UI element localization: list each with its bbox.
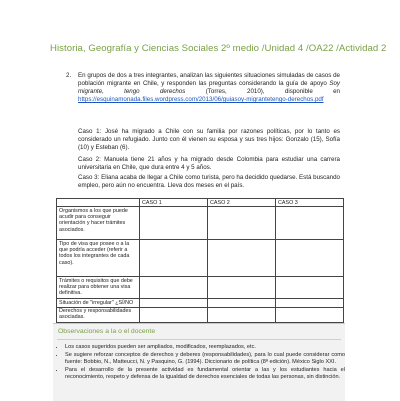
- row-label: Trámites o requisitos que debe realizar para obtener una visa definitiva.: [57, 277, 140, 299]
- table-header-cell: [57, 199, 140, 207]
- answer-cell[interactable]: [276, 307, 344, 322]
- teacher-notes-list: [57, 344, 345, 382]
- table-header-cell: CASO 2: [208, 199, 276, 207]
- answer-cell[interactable]: [140, 299, 208, 307]
- case-2-label: Caso 2:: [78, 156, 101, 163]
- answer-cell[interactable]: [140, 207, 208, 240]
- question-text: [78, 72, 340, 104]
- table-header-cell: CASO 1: [140, 199, 208, 207]
- table-row: [57, 240, 344, 277]
- answer-cell[interactable]: [140, 277, 208, 299]
- guide-link[interactable]: https://esquinamonada.files.wordpress.com/2013/06/guiasoy-migrantetengo-derechos.pdf: [78, 96, 324, 104]
- case-1-label: Caso 1:: [78, 128, 102, 135]
- question-number: 2.: [66, 72, 72, 79]
- list-item: • Se sugiere reforzar conceptos de derechos y deberes (responsabilidades), para lo cual puede considerar como fuente: Bobbio, N., Matteucci, N. y Pasquino, G. (1994). Diccionario de política (8ª edición). México Siglo XXI.: [65, 352, 345, 366]
- row-label: Derechos y responsabilidades asociadas.: [57, 307, 140, 322]
- answer-cell[interactable]: [140, 240, 208, 277]
- table-header-row: [57, 199, 344, 207]
- question-intro-end: (Torres, 2010), disponible en: [185, 88, 341, 96]
- table-row: [57, 277, 344, 299]
- page-title: Historia, Geografía y Ciencias Sociales 2º medio /Unidad 4 /OA22 /Actividad 2: [50, 43, 387, 54]
- teacher-notes-title: Observaciones a la o el docente: [58, 328, 156, 335]
- answer-cell[interactable]: [208, 299, 276, 307]
- row-label: Tipo de visa que posee o a la que podría acceder (referir a todos los integrantes de cada caso).: [57, 240, 140, 277]
- case-1: [78, 128, 340, 152]
- list-item: • Para el desarrollo de la presente actividad es fundamental orientar a las y los estudiantes hacia el reconocimiento, respeto y defensa de la igualdad de derechos esenciales de todas las personas, sin distinción.: [65, 367, 345, 381]
- cases-table: [56, 198, 344, 323]
- case-3-label: Caso 3:: [78, 174, 100, 181]
- answer-cell[interactable]: [276, 207, 344, 240]
- case-3: [78, 174, 340, 190]
- answer-cell[interactable]: [208, 277, 276, 299]
- guide-title: Soy migrante, tengo derechos: [78, 80, 340, 96]
- case-2: [78, 156, 340, 172]
- answer-cell[interactable]: [140, 307, 208, 322]
- answer-cell[interactable]: [276, 277, 344, 299]
- table-row: [57, 207, 344, 240]
- case-3-text: Eliana acaba de llegar a Chile como turista, pero ha decidido quedarse. Está buscando empleo, pero aún no encuentra. Lleva dos meses en el país.: [78, 174, 340, 190]
- table-row: [57, 299, 344, 307]
- row-label: Organismos a los que puede acudir para conseguir orientación y hacer trámites asociados.: [57, 207, 140, 240]
- case-2-text: Manuela tiene 21 años y ha migrado desde Colombia para estudiar una carrera universitaria en Chile, que dura entre 4 y 5 años.: [78, 156, 340, 172]
- divider: [57, 339, 341, 340]
- list-item: • Los casos sugeridos pueden ser ampliados, modificados, reemplazados, etc.: [65, 344, 345, 351]
- answer-cell[interactable]: [208, 240, 276, 277]
- case-1-text: José ha migrado a Chile con su familia por razones políticas, por lo tanto es considerado un refugiado. Junto con él vienen su esposa y sus tres hijos: Gonzalo (15), Sofía (10) y Esteban (6).: [78, 128, 340, 152]
- answer-cell[interactable]: [276, 299, 344, 307]
- table-header-cell: CASO 3: [276, 199, 344, 207]
- question-intro: En grupos de dos a tres integrantes, analizan las siguientes situaciones simuladas de casos de población migrante en Chile, y responden las preguntas considerando la guía de apoyo: [78, 72, 340, 88]
- teacher-notes-box: [53, 323, 345, 401]
- table-row: [57, 307, 344, 322]
- answer-cell[interactable]: [208, 307, 276, 322]
- answer-cell[interactable]: [208, 207, 276, 240]
- answer-cell[interactable]: [276, 240, 344, 277]
- row-label: Situación de "irregular" ¿SÍ/NO: [57, 299, 140, 307]
